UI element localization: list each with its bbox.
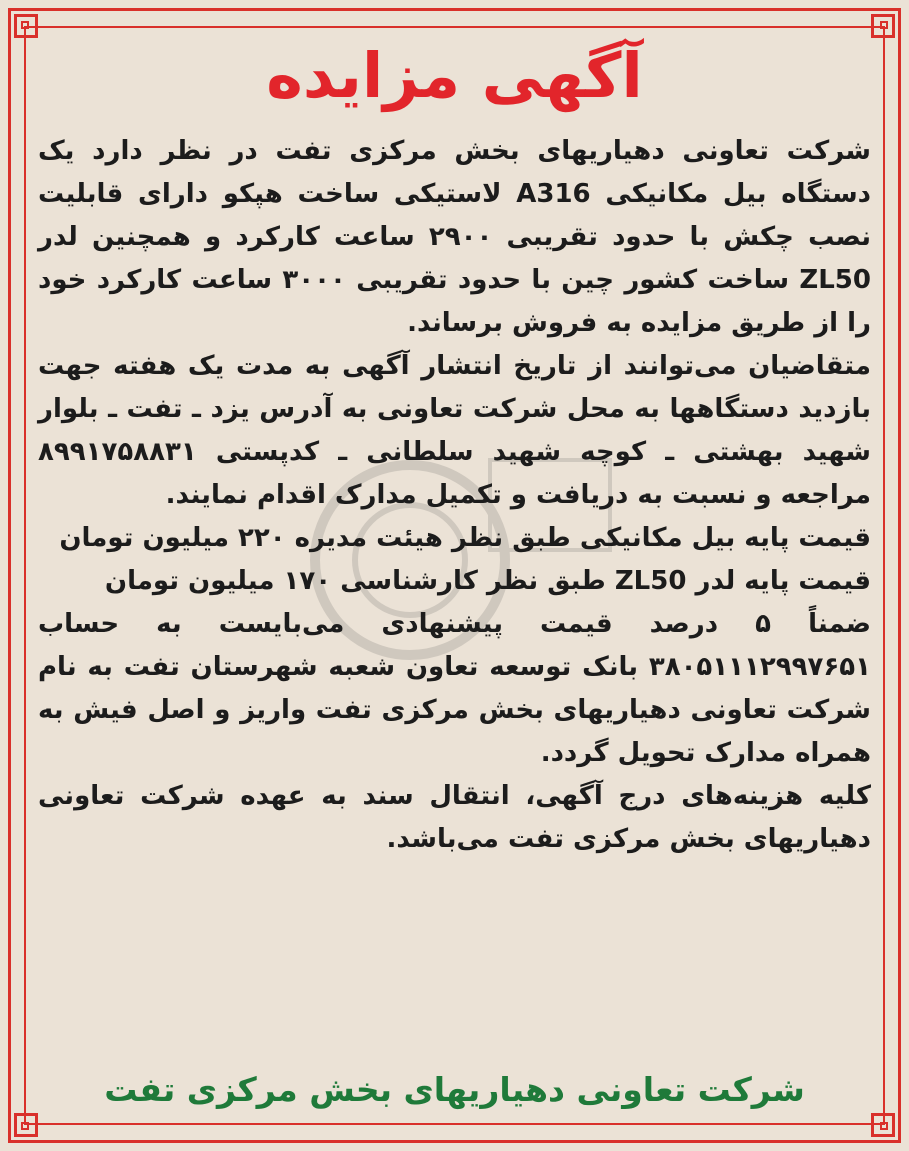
price-excavator: قیمت پایه بیل مکانیکی طبق نظر هیئت مدیره ۲۲۰ میلیون تومان [59, 523, 871, 553]
footer-company-name: شرکت تعاونی دهیاریهای بخش مرکزی تفت [104, 1070, 805, 1109]
page-title: آگهی مزایده [266, 39, 643, 112]
price-loader: قیمت پایه لدر ZL50 طبق نظر کارشناسی ۱۷۰ میلیون تومان [104, 566, 871, 596]
announcement-body [38, 130, 871, 861]
paragraph-intro-text: در نظر دارد یک دستگاه بیل مکانیکی A316 لاستیکی ساخت هپکو دارای قابلیت نصب چکش با حدود تقریبی ۲۹۰۰ ساعت کارکرد و همچنین لدر ZL50 ساخت کشور چین با حدود تقریبی ۳۰۰۰ ساعت کارکرد خود را از طریق مزایده به فروش برساند. [38, 136, 871, 338]
paragraph-costs: کلیه هزینه‌های درج آگهی، انتقال سند به عهده شرکت تعاونی دهیاریهای بخش مرکزی تفت می‌باشد. [38, 781, 871, 854]
paragraph-visit: متقاضیان می‌توانند از تاریخ انتشار آگهی به مدت یک هفته جهت بازدید دستگاهها به محل شرکت تعاونی به آدرس یزد ـ تفت ـ بلوار شهید بهشتی ـ کوچه شهید سلطانی ـ کدپستی ۸۹۹۱۷۵۸۸۳۱ مراجعه و نسبت به دریافت و تکمیل مدارک اقدام نمایند. [38, 351, 871, 510]
paragraph-deposit: ضمناً ۵ درصد قیمت پیشنهادی می‌بایست به حساب ۳۸۰۵۱۱۱۲۹۹۷۶۵۱ بانک توسعه تعاون شعبه شهرستان تفت به نام شرکت تعاونی دهیاریهای بخش مرکزی تفت واریز و اصل فیش به همراه مدارک تحویل گردد. [38, 609, 872, 768]
paragraph-intro [38, 130, 871, 345]
company-name: شرکت تعاونی دهیاریهای بخش مرکزی تفت [275, 136, 871, 166]
